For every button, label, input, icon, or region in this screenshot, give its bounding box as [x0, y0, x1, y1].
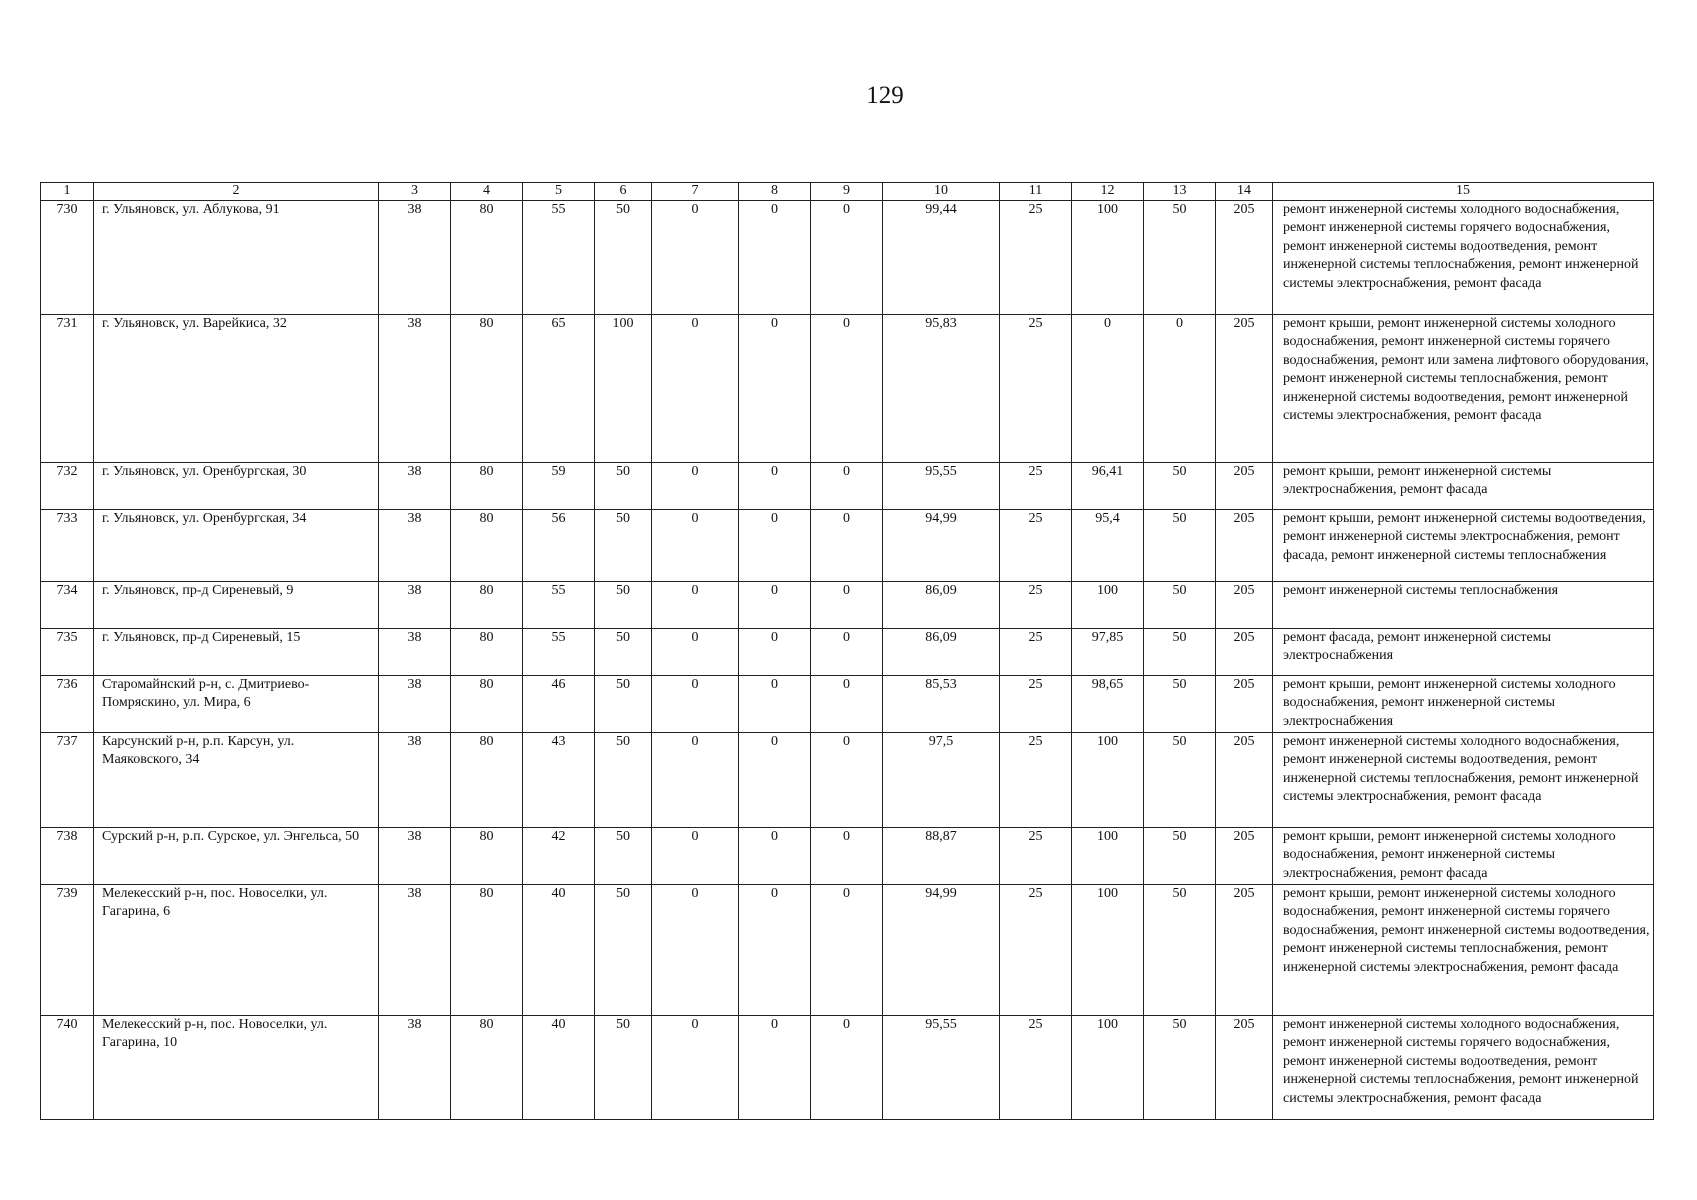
row-number: 734 [41, 582, 94, 629]
value-cell: 59 [523, 463, 595, 510]
value-cell: 50 [1144, 463, 1216, 510]
value-cell: 50 [1144, 676, 1216, 733]
value-cell: 50 [1144, 1016, 1216, 1120]
value-cell: 50 [595, 733, 652, 828]
value-cell: 0 [811, 1016, 883, 1120]
value-cell: 0 [652, 885, 739, 1016]
value-cell: 100 [1072, 733, 1144, 828]
value-cell: 65 [523, 315, 595, 463]
value-cell: 80 [451, 463, 523, 510]
address-cell: г. Ульяновск, пр-д Сиреневый, 15 [94, 629, 379, 676]
value-cell: 25 [1000, 629, 1072, 676]
value-cell: 95,83 [883, 315, 1000, 463]
value-cell: 25 [1000, 510, 1072, 582]
table-body [41, 201, 1654, 1120]
value-cell: 97,5 [883, 733, 1000, 828]
works-cell: ремонт крыши, ремонт инженерной системы водоотведения, ремонт инженерной системы электроснабжения, ремонт фасада, ремонт инженерной системы теплоснабжения [1273, 510, 1654, 582]
value-cell: 0 [652, 1016, 739, 1120]
address-cell: г. Ульяновск, пр-д Сиреневый, 9 [94, 582, 379, 629]
value-cell: 0 [1144, 315, 1216, 463]
value-cell: 0 [652, 510, 739, 582]
value-cell: 100 [1072, 885, 1144, 1016]
value-cell: 50 [595, 885, 652, 1016]
value-cell: 38 [379, 733, 451, 828]
value-cell: 38 [379, 582, 451, 629]
value-cell: 0 [811, 676, 883, 733]
column-header: 4 [451, 183, 523, 201]
value-cell: 38 [379, 629, 451, 676]
row-number: 736 [41, 676, 94, 733]
value-cell: 50 [595, 828, 652, 885]
column-header: 1 [41, 183, 94, 201]
works-cell: ремонт крыши, ремонт инженерной системы холодного водоснабжения, ремонт инженерной системы горячего водоснабжения, ремонт инженерной системы водоотведения, ремонт инженерной системы теплоснабжения, ремонт инженерной системы электроснабжения, ремонт фасада [1273, 885, 1654, 1016]
value-cell: 85,53 [883, 676, 1000, 733]
value-cell: 50 [595, 629, 652, 676]
value-cell: 205 [1216, 885, 1273, 1016]
value-cell: 80 [451, 885, 523, 1016]
repair-register-table [40, 182, 1654, 1120]
value-cell: 0 [739, 1016, 811, 1120]
value-cell: 100 [1072, 582, 1144, 629]
column-header: 13 [1144, 183, 1216, 201]
table-row [41, 463, 1654, 510]
row-number: 738 [41, 828, 94, 885]
address-cell: Карсунский р-н, р.п. Карсун, ул. Маяковского, 34 [94, 733, 379, 828]
value-cell: 50 [1144, 885, 1216, 1016]
value-cell: 38 [379, 1016, 451, 1120]
table-row [41, 1016, 1654, 1120]
value-cell: 80 [451, 510, 523, 582]
value-cell: 0 [811, 828, 883, 885]
value-cell: 0 [652, 201, 739, 315]
value-cell: 0 [811, 629, 883, 676]
value-cell: 100 [1072, 1016, 1144, 1120]
value-cell: 0 [1072, 315, 1144, 463]
value-cell: 0 [739, 201, 811, 315]
value-cell: 25 [1000, 463, 1072, 510]
column-header: 10 [883, 183, 1000, 201]
value-cell: 86,09 [883, 582, 1000, 629]
value-cell: 38 [379, 463, 451, 510]
column-header: 8 [739, 183, 811, 201]
value-cell: 80 [451, 1016, 523, 1120]
value-cell: 0 [811, 885, 883, 1016]
value-cell: 50 [595, 582, 652, 629]
value-cell: 80 [451, 733, 523, 828]
address-cell: Старомайнский р-н, с. Дмитриево-Помряскино, ул. Мира, 6 [94, 676, 379, 733]
value-cell: 0 [811, 201, 883, 315]
column-header: 14 [1216, 183, 1273, 201]
row-number: 740 [41, 1016, 94, 1120]
value-cell: 38 [379, 828, 451, 885]
value-cell: 50 [595, 463, 652, 510]
column-header: 3 [379, 183, 451, 201]
value-cell: 205 [1216, 582, 1273, 629]
value-cell: 0 [652, 463, 739, 510]
value-cell: 100 [1072, 828, 1144, 885]
column-header: 5 [523, 183, 595, 201]
value-cell: 80 [451, 201, 523, 315]
table-row [41, 629, 1654, 676]
table-row [41, 201, 1654, 315]
value-cell: 88,87 [883, 828, 1000, 885]
column-header: 12 [1072, 183, 1144, 201]
row-number: 730 [41, 201, 94, 315]
address-cell: г. Ульяновск, ул. Оренбургская, 30 [94, 463, 379, 510]
value-cell: 50 [1144, 629, 1216, 676]
value-cell: 25 [1000, 201, 1072, 315]
value-cell: 25 [1000, 733, 1072, 828]
value-cell: 38 [379, 315, 451, 463]
row-number: 732 [41, 463, 94, 510]
value-cell: 0 [739, 315, 811, 463]
value-cell: 0 [739, 629, 811, 676]
value-cell: 0 [652, 676, 739, 733]
works-cell: ремонт инженерной системы холодного водоснабжения, ремонт инженерной системы горячего водоснабжения, ремонт инженерной системы водоотведения, ремонт инженерной системы теплоснабжения, ремонт инженерной системы электроснабжения, ремонт фасада [1273, 1016, 1654, 1120]
value-cell: 50 [1144, 828, 1216, 885]
value-cell: 0 [811, 510, 883, 582]
header-row [41, 183, 1654, 201]
value-cell: 205 [1216, 1016, 1273, 1120]
value-cell: 55 [523, 629, 595, 676]
value-cell: 0 [811, 733, 883, 828]
value-cell: 25 [1000, 885, 1072, 1016]
value-cell: 205 [1216, 463, 1273, 510]
address-cell: Сурский р-н, р.п. Сурское, ул. Энгельса, 50 [94, 828, 379, 885]
works-cell: ремонт крыши, ремонт инженерной системы электроснабжения, ремонт фасада [1273, 463, 1654, 510]
value-cell: 25 [1000, 1016, 1072, 1120]
value-cell: 98,65 [1072, 676, 1144, 733]
value-cell: 0 [739, 733, 811, 828]
value-cell: 0 [652, 733, 739, 828]
value-cell: 0 [739, 885, 811, 1016]
column-header: 15 [1273, 183, 1654, 201]
value-cell: 0 [652, 629, 739, 676]
value-cell: 50 [595, 510, 652, 582]
column-header: 6 [595, 183, 652, 201]
value-cell: 46 [523, 676, 595, 733]
works-cell: ремонт инженерной системы холодного водоснабжения, ремонт инженерной системы горячего водоснабжения, ремонт инженерной системы водоотведения, ремонт инженерной системы теплоснабжения, ремонт инженерной системы электроснабжения, ремонт фасада [1273, 201, 1654, 315]
address-cell: г. Ульяновск, ул. Варейкиса, 32 [94, 315, 379, 463]
page-number: 129 [866, 82, 904, 109]
value-cell: 38 [379, 510, 451, 582]
value-cell: 95,55 [883, 463, 1000, 510]
table-row [41, 733, 1654, 828]
value-cell: 38 [379, 676, 451, 733]
value-cell: 100 [1072, 201, 1144, 315]
value-cell: 0 [652, 828, 739, 885]
row-number: 733 [41, 510, 94, 582]
row-number: 731 [41, 315, 94, 463]
value-cell: 50 [1144, 510, 1216, 582]
value-cell: 0 [652, 315, 739, 463]
works-cell: ремонт крыши, ремонт инженерной системы холодного водоснабжения, ремонт инженерной системы электроснабжения [1273, 676, 1654, 733]
value-cell: 25 [1000, 828, 1072, 885]
value-cell: 25 [1000, 676, 1072, 733]
value-cell: 205 [1216, 733, 1273, 828]
value-cell: 95,4 [1072, 510, 1144, 582]
value-cell: 40 [523, 885, 595, 1016]
value-cell: 94,99 [883, 510, 1000, 582]
value-cell: 0 [811, 463, 883, 510]
works-cell: ремонт крыши, ремонт инженерной системы холодного водоснабжения, ремонт инженерной системы электроснабжения, ремонт фасада [1273, 828, 1654, 885]
value-cell: 205 [1216, 676, 1273, 733]
value-cell: 96,41 [1072, 463, 1144, 510]
address-cell: г. Ульяновск, ул. Аблукова, 91 [94, 201, 379, 315]
value-cell: 50 [595, 1016, 652, 1120]
value-cell: 205 [1216, 629, 1273, 676]
column-header: 2 [94, 183, 379, 201]
value-cell: 43 [523, 733, 595, 828]
value-cell: 80 [451, 315, 523, 463]
value-cell: 94,99 [883, 885, 1000, 1016]
value-cell: 0 [811, 582, 883, 629]
row-number: 735 [41, 629, 94, 676]
row-number: 737 [41, 733, 94, 828]
value-cell: 42 [523, 828, 595, 885]
value-cell: 0 [739, 582, 811, 629]
address-cell: Мелекесский р-н, пос. Новоселки, ул. Гагарина, 6 [94, 885, 379, 1016]
value-cell: 86,09 [883, 629, 1000, 676]
address-cell: г. Ульяновск, ул. Оренбургская, 34 [94, 510, 379, 582]
value-cell: 80 [451, 629, 523, 676]
table-row [41, 582, 1654, 629]
column-header: 7 [652, 183, 739, 201]
value-cell: 0 [739, 510, 811, 582]
table-row [41, 510, 1654, 582]
value-cell: 100 [595, 315, 652, 463]
value-cell: 80 [451, 676, 523, 733]
value-cell: 0 [811, 315, 883, 463]
value-cell: 25 [1000, 582, 1072, 629]
address-cell: Мелекесский р-н, пос. Новоселки, ул. Гагарина, 10 [94, 1016, 379, 1120]
value-cell: 0 [739, 676, 811, 733]
value-cell: 50 [595, 676, 652, 733]
works-cell: ремонт инженерной системы теплоснабжения [1273, 582, 1654, 629]
value-cell: 50 [1144, 582, 1216, 629]
value-cell: 40 [523, 1016, 595, 1120]
value-cell: 80 [451, 828, 523, 885]
value-cell: 95,55 [883, 1016, 1000, 1120]
table-row [41, 315, 1654, 463]
works-cell: ремонт инженерной системы холодного водоснабжения, ремонт инженерной системы водоотведения, ремонт инженерной системы теплоснабжения, ремонт инженерной системы электроснабжения, ремонт фасада [1273, 733, 1654, 828]
value-cell: 55 [523, 201, 595, 315]
value-cell: 80 [451, 582, 523, 629]
value-cell: 205 [1216, 510, 1273, 582]
value-cell: 97,85 [1072, 629, 1144, 676]
value-cell: 205 [1216, 315, 1273, 463]
value-cell: 50 [1144, 201, 1216, 315]
column-header: 11 [1000, 183, 1072, 201]
value-cell: 0 [739, 463, 811, 510]
table-row [41, 828, 1654, 885]
value-cell: 0 [739, 828, 811, 885]
value-cell: 55 [523, 582, 595, 629]
works-cell: ремонт крыши, ремонт инженерной системы холодного водоснабжения, ремонт инженерной системы горячего водоснабжения, ремонт или замена лифтового оборудования, ремонт инженерной системы теплоснабжения, ремонт инженерной системы водоотведения, ремонт инженерной системы электроснабжения, ремонт фасада [1273, 315, 1654, 463]
value-cell: 99,44 [883, 201, 1000, 315]
value-cell: 0 [652, 582, 739, 629]
table-row [41, 676, 1654, 733]
value-cell: 50 [1144, 733, 1216, 828]
works-cell: ремонт фасада, ремонт инженерной системы электроснабжения [1273, 629, 1654, 676]
value-cell: 38 [379, 885, 451, 1016]
value-cell: 56 [523, 510, 595, 582]
value-cell: 38 [379, 201, 451, 315]
table-row [41, 885, 1654, 1016]
value-cell: 25 [1000, 315, 1072, 463]
value-cell: 205 [1216, 828, 1273, 885]
value-cell: 205 [1216, 201, 1273, 315]
value-cell: 50 [595, 201, 652, 315]
column-header: 9 [811, 183, 883, 201]
row-number: 739 [41, 885, 94, 1016]
